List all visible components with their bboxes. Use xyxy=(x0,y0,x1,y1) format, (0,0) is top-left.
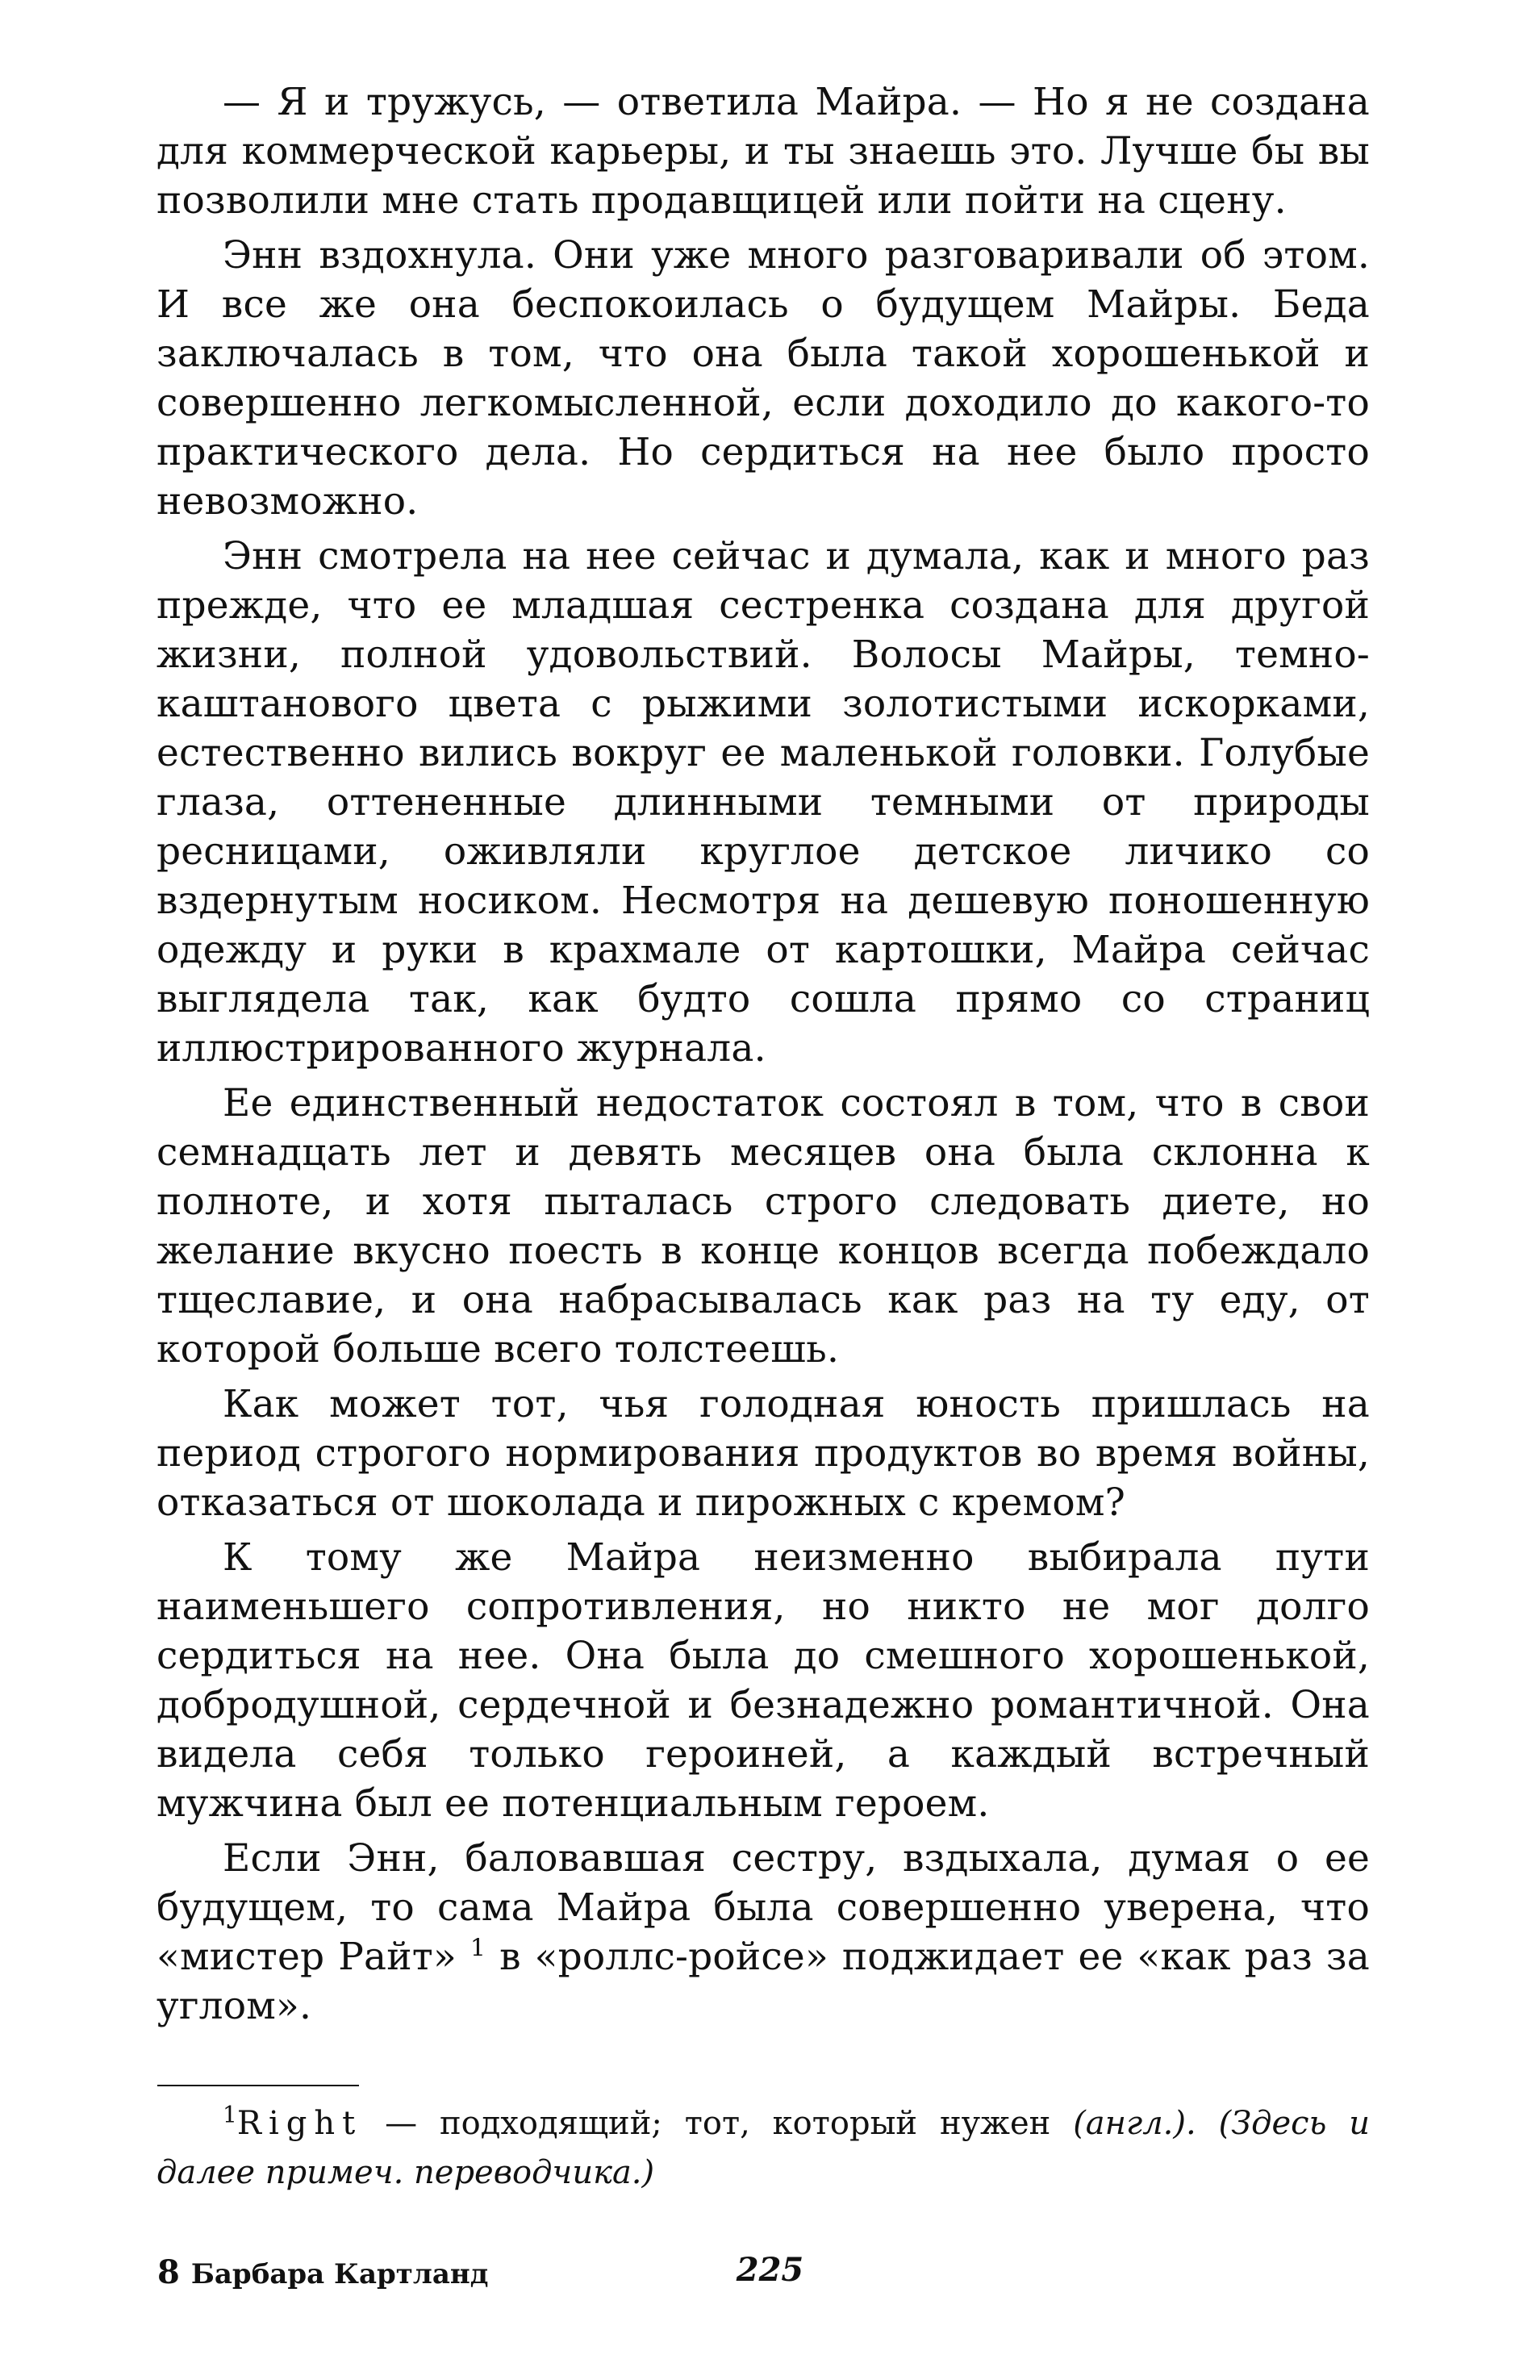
paragraph-5: Как может тот, чья голодная юность пришлась на период строгого нормирования продуктов во время войны, отказаться от шоколада и пирожных с кремом? xyxy=(157,1382,1370,1525)
paragraph-2: Энн вздохнула. Они уже много разговаривали об этом. И все же она беспокоилась о будущем Майры. Беда заключалась в том, что она была такой хорошенькой и совершенно легкомысленной, если доходило до какого-то практического дела. Но сердиться на нее было просто невозможно. xyxy=(157,233,1370,524)
paragraph-1: — Я и тружусь, — ответила Майра. — Но я не создана для коммерческой карьеры, и ты знаешь это. Лучше бы вы позволили мне стать продавщицей или пойти на сцену. xyxy=(157,80,1370,223)
footnote-language: (англ.). xyxy=(1073,2105,1196,2142)
body-text xyxy=(157,77,1370,2036)
page-number: 225 xyxy=(736,2251,804,2289)
paragraph-7-text-start: Если Энн, баловавшая сестру, вздыхала, думая о ее будущем, то сама Майра была совершенно уверена, что «мистер Райт» xyxy=(157,1836,1370,1979)
footnote-definition: — подходящий; тот, который нужен xyxy=(362,2105,1074,2142)
paragraph-4: Ее единственный недостаток состоял в том, что в свои семнадцать лет и девять месяцев она была склонна к полноте, и хотя пыталась строго следовать диете, но желание вкусно поесть в конце концов всегда побеждало тщеславие, и она набрасывалась как раз на ту еду, от которой больше всего толстеешь. xyxy=(157,1081,1370,1372)
footnote xyxy=(157,2099,1370,2198)
footnote-term: Right xyxy=(236,2105,363,2142)
footnote-divider xyxy=(157,2085,359,2086)
paragraph-7-text-end: в «роллс-ройсе» поджидает ее «как раз за углом». xyxy=(157,1935,1370,2028)
footnote-mark: 1 xyxy=(223,2101,237,2128)
paragraph-7 xyxy=(157,1834,1370,2031)
footnote-reference: 1 xyxy=(470,1934,486,1963)
paragraph-3: Энн смотрела на нее сейчас и думала, как и много раз прежде, что ее младшая сестренка создана для другой жизни, полной удовольствий. Волосы Майры, темно-каштанового цвета с рыжими золотистыми искорками, естественно вились вокруг ее маленькой головки. Голубые глаза, оттененные длинными темными от природы ресницами, оживляли круглое детское личико со вздернутым носиком. Несмотря на дешевую поношенную одежду и руки в крахмале от картошки, Майра сейчас выглядела так, как будто сошла прямо со страниц иллюстрированного журнала. xyxy=(157,534,1370,1071)
paragraph-6: К тому же Майра неизменно выбирала пути наименьшего сопротивления, но никто не мог долго сердиться на нее. Она была до смешного хорошенькой, добродушной, сердечной и безнадежно романтичной. Она видела себя только героиней, а каждый встречный мужчина был ее потенциальным героем. xyxy=(157,1535,1370,1826)
signature-mark: 8 xyxy=(157,2253,180,2291)
author-name: Барбара Картланд xyxy=(190,2258,489,2290)
footnote-editor-note: (Здесь и далее примеч. переводчика.) xyxy=(157,2105,1370,2191)
